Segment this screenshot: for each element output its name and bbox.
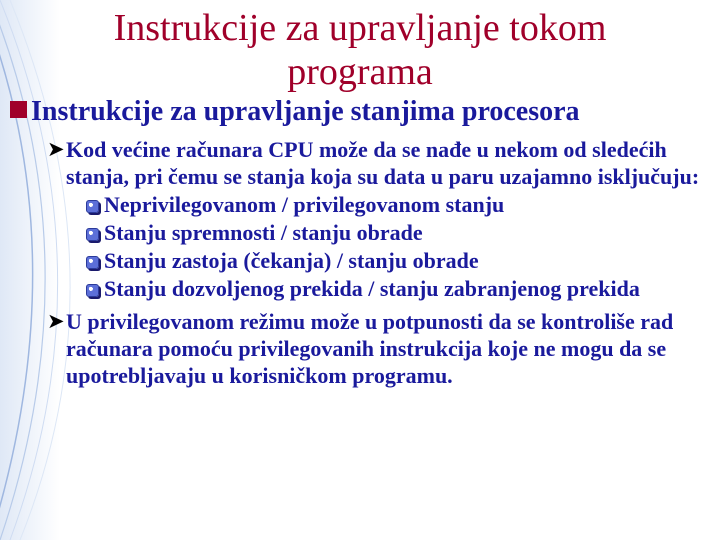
checkbox-bullet-icon	[86, 284, 99, 297]
square-bullet-icon	[10, 101, 27, 118]
sub-item-2	[84, 219, 714, 246]
bullet-list	[0, 136, 720, 389]
slide-title: Instrukcije za upravljanje tokom programa	[113, 7, 607, 93]
checkbox-bullet-icon	[86, 256, 99, 269]
arrow-bullet-icon: ➤	[47, 137, 65, 161]
sub-item-2-text: Stanju spremnosti / stanju obrade	[104, 220, 423, 245]
section-heading	[10, 92, 710, 132]
arrow-bullet-icon: ➤	[47, 309, 65, 333]
bullet-item-1	[47, 136, 706, 190]
bullet-item-1-text: Kod većine računara CPU može da se nađe u nekom od sledećih stanja, pri čemu se stanja koja su data u paru uzajamno isključuju:	[66, 137, 700, 189]
sub-item-3	[84, 247, 714, 274]
checkbox-bullet-icon	[86, 200, 99, 213]
sub-item-4	[84, 275, 714, 302]
section-heading-text: Instrukcije za upravljanje stanjima procesora	[31, 96, 580, 127]
sub-item-3-text: Stanju zastoja (čekanja) / stanju obrade	[104, 248, 479, 273]
sub-item-1	[84, 191, 714, 218]
bullet-item-2	[47, 308, 706, 389]
bullet-item-2-text: U privilegovanom režimu može u potpunosti da se kontroliše rad računara pomoću privilegovanih instrukcija koje ne mogu da se upotrebljavaju u korisničkom programu.	[66, 309, 674, 388]
sub-item-4-text: Stanju dozvoljenog prekida / stanju zabranjenog prekida	[104, 276, 640, 301]
sub-item-1-text: Neprivilegovanom / privilegovanom stanju	[104, 192, 505, 217]
checkbox-bullet-icon	[86, 228, 99, 241]
